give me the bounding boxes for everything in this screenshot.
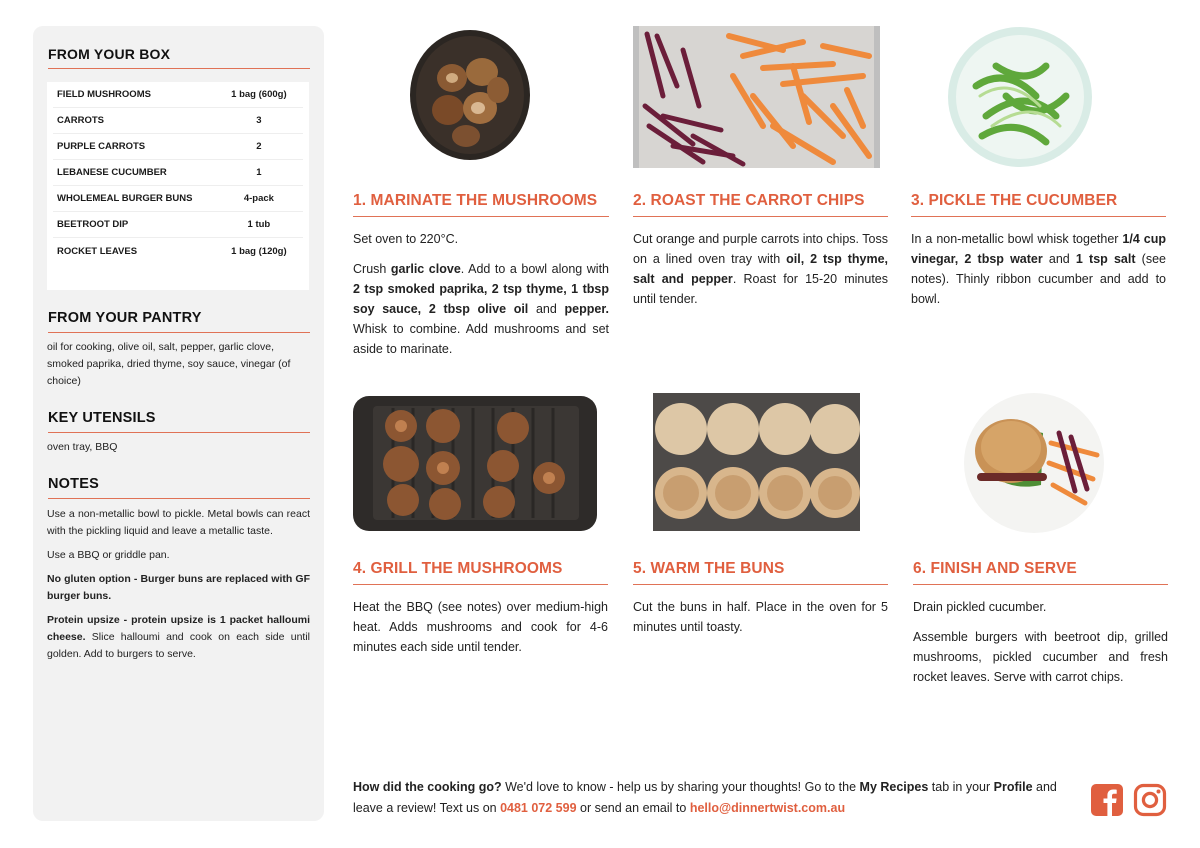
step-6-text-2: Assemble burgers with beetroot dip, grilled mushrooms, pickled cucumber and fresh rocket leaves. Serve with carrot chips.	[913, 630, 1168, 684]
footer-text: We'd love to know - help us by sharing your thoughts! Go to the	[501, 780, 860, 794]
step-3	[911, 192, 1166, 309]
box-item-qty: 2	[256, 141, 262, 152]
text-run: and	[1042, 252, 1076, 266]
key-utensils-heading: KEY UTENSILS	[48, 410, 310, 433]
box-item-name: PURPLE CARROTS	[57, 141, 146, 152]
box-item-name: WHOLEMEAL BURGER BUNS	[57, 193, 193, 204]
step-5-title: 5. WARM THE BUNS	[633, 560, 888, 585]
pantry-text: oil for cooking, olive oil, salt, pepper, garlic clove, smoked paprika, dried thyme, soy sauce, vinegar (of choice)	[47, 341, 291, 387]
step-4-body	[353, 597, 608, 657]
note-bbq: Use a BBQ or griddle pan.	[47, 549, 170, 561]
box-item-row	[53, 134, 303, 160]
box-item-row	[53, 238, 303, 264]
box-item-name: ROCKET LEAVES	[57, 245, 138, 257]
text-run: (see notes). Thinly ribbon cucumber and add to bowl.	[911, 252, 1166, 306]
box-item-name: BEETROOT DIP	[57, 219, 129, 230]
notes-section	[47, 476, 310, 663]
box-item-qty: 1 bag (120g)	[231, 245, 287, 257]
step-2-body	[633, 229, 888, 309]
step-1-title: 1. MARINATE THE MUSHROOMS	[353, 192, 609, 217]
text-run: . Roast for 15-20 minutes until tender.	[633, 272, 888, 306]
carrot-chips-tray-photo	[633, 26, 880, 168]
note-protein-bold: Protein upsize - protein upsize is 1 packet halloumi cheese.	[47, 614, 310, 643]
box-item-qty: 1 bag (600g)	[231, 89, 287, 100]
step-6	[913, 560, 1168, 687]
box-item-qty: 4-pack	[243, 193, 274, 204]
grilled-mushrooms-photo	[353, 396, 597, 531]
bold-text: 2 tsp smoked paprika, 2 tsp thyme, 1 tbsp soy sauce, 2 tbsp olive oil	[353, 282, 609, 316]
footer-text: My Recipes	[859, 780, 929, 794]
box-item-row	[53, 82, 303, 108]
box-item-row	[53, 108, 303, 134]
contact-link[interactable]: hello@dinnertwist.com.au	[689, 801, 846, 815]
utensils-section	[47, 410, 310, 456]
facebook-icon[interactable]	[1090, 783, 1124, 817]
bold-text: oil, 2 tsp thyme, salt and pepper	[633, 252, 888, 286]
step-1-body	[353, 229, 609, 359]
step-6-body	[913, 597, 1168, 687]
box-item-qty: 1	[256, 167, 262, 178]
from-your-box-heading: FROM YOUR BOX	[48, 46, 310, 69]
bold-text: pepper.	[564, 302, 609, 316]
utensils-text: oven tray, BBQ	[47, 441, 118, 453]
step-5	[633, 560, 888, 637]
pickled-cucumber-photo	[946, 26, 1094, 168]
from-your-pantry-heading: FROM YOUR PANTRY	[48, 310, 310, 333]
step-1-text-2	[353, 259, 609, 359]
bold-text: 1/4 cup vinegar, 2 tbsp water	[911, 232, 1166, 266]
box-item-name: FIELD MUSHROOMS	[57, 89, 151, 100]
note-gluten-text: No gluten option - Burger buns are replaced with GF burger buns.	[47, 573, 310, 602]
pantry-section	[47, 310, 310, 390]
note-protein-rest: Slice halloumi and cook on each side until golden. Add to burgers to serve.	[47, 631, 310, 660]
text-run: and	[528, 302, 565, 316]
contact-link[interactable]: 0481 072 599	[500, 801, 577, 815]
box-item-name: CARROTS	[57, 115, 104, 126]
bold-text: garlic clove	[390, 262, 461, 276]
step-3-title: 3. PICKLE THE CUCUMBER	[911, 192, 1166, 217]
box-items-table	[47, 82, 309, 290]
footer-text: tab in your	[928, 780, 994, 794]
text-run: Crush	[353, 262, 391, 276]
text-run: In a non-metallic bowl whisk together	[911, 232, 1123, 246]
marinated-mushrooms-photo	[408, 28, 532, 162]
box-item-row	[53, 186, 303, 212]
step-4	[353, 560, 608, 657]
step-4-title: 4. GRILL THE MUSHROOMS	[353, 560, 608, 585]
box-item-qty: 3	[256, 115, 262, 126]
box-item-name: LEBANESE CUCUMBER	[57, 167, 167, 178]
text-run: Cut orange and purple carrots into chips. Toss on a lined oven tray with	[633, 232, 888, 266]
step-2-title: 2. ROAST THE CARROT CHIPS	[633, 192, 888, 217]
text-run: Whisk to combine. Add mushrooms and set aside to marinate.	[353, 322, 609, 356]
footer-text: How did the cooking go?	[353, 780, 502, 794]
text-run: . Add to a bowl along with	[460, 262, 609, 276]
note-gluten	[47, 571, 310, 605]
sidebar	[33, 26, 324, 821]
bold-text: 1 tsp salt	[1075, 252, 1136, 266]
step-4-text-1: Heat the BBQ (see notes) over medium-high heat. Adds mushrooms and cook for 4-6 minutes each side until tender.	[353, 600, 608, 654]
step-2	[633, 192, 888, 309]
footer-text: Profile	[993, 780, 1033, 794]
instagram-icon[interactable]	[1133, 783, 1167, 817]
step-6-title: 6. FINISH AND SERVE	[913, 560, 1168, 585]
step-2-text-1	[633, 229, 888, 309]
note-bowl: Use a non-metallic bowl to pickle. Metal bowls can react with the pickling liquid and leave a metallic taste.	[47, 508, 310, 537]
step-1-text-1: Set oven to 220°C.	[353, 232, 459, 246]
step-5-text-1: Cut the buns in half. Place in the oven for 5 minutes until toasty.	[633, 600, 888, 634]
step-6-text-1: Drain pickled cucumber.	[913, 600, 1047, 614]
feedback-footer	[353, 777, 1073, 819]
box-item-row	[53, 212, 303, 238]
box-item-qty: 1 tub	[247, 219, 271, 230]
warm-buns-photo	[653, 393, 860, 531]
footer-text: and leave a review! Text us on	[353, 780, 1057, 815]
notes-heading: NOTES	[48, 476, 310, 499]
finished-burger-photo	[963, 393, 1105, 533]
step-3-text-1	[911, 229, 1166, 309]
box-item-row	[53, 160, 303, 186]
step-1	[353, 192, 609, 359]
step-3-body	[911, 229, 1166, 309]
note-protein	[47, 612, 310, 663]
footer-text: or send an email to	[576, 801, 690, 815]
step-5-body	[633, 597, 888, 637]
